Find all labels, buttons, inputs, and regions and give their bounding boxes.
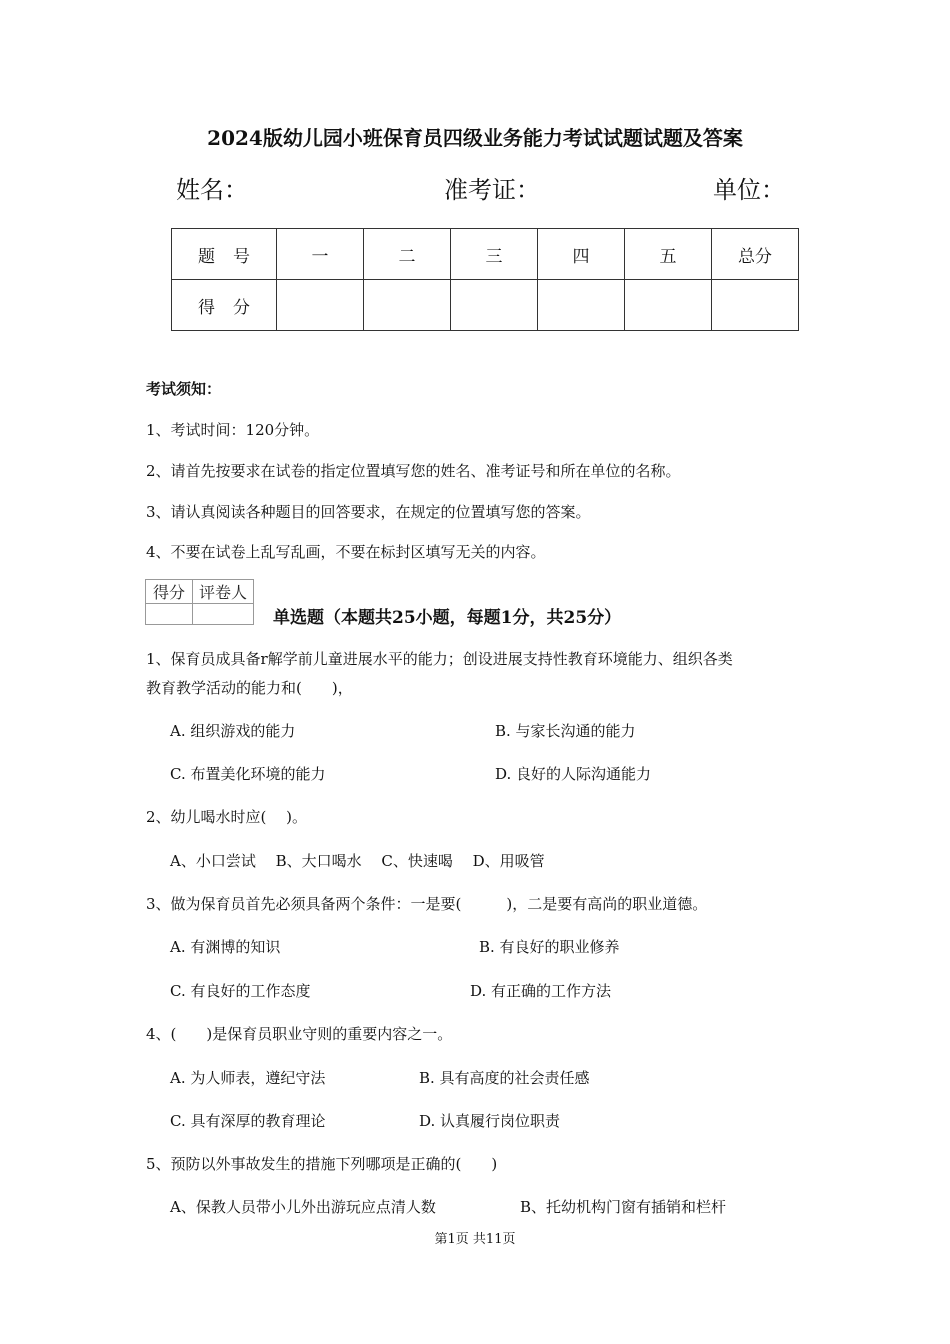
score-input-cell[interactable] xyxy=(625,280,712,331)
score-table-score-row xyxy=(172,280,799,331)
name-field-label: 姓名： xyxy=(176,176,248,204)
grader-box xyxy=(145,579,254,625)
score-table-cell: 五 xyxy=(625,229,712,280)
question-4-option-c: C. 具有深厚的教育理论 xyxy=(170,1112,326,1130)
grader-reviewer-label: 评卷人 xyxy=(193,580,254,604)
score-input-cell[interactable] xyxy=(538,280,625,331)
question-1-stem-cont: 教育教学活动的能力和( )， xyxy=(146,679,353,697)
question-3-option-d: D. 有正确的工作方法 xyxy=(470,982,612,1000)
question-1-option-d: D. 良好的人际沟通能力 xyxy=(495,765,652,783)
question-3-option-a: A. 有渊博的知识 xyxy=(170,938,281,956)
grader-reviewer-cell[interactable] xyxy=(193,604,254,625)
notice-item: 1、考试时间：120分钟。 xyxy=(146,421,320,439)
notice-item: 3、请认真阅读各种题目的回答要求，在规定的位置填写您的答案。 xyxy=(146,503,591,521)
score-table-header-row xyxy=(172,229,799,280)
grader-score-cell[interactable] xyxy=(146,604,193,625)
question-2-stem: 2、幼儿喝水时应( )。 xyxy=(146,808,308,826)
question-4-option-b: B. 具有高度的社会责任感 xyxy=(419,1069,590,1087)
question-1-option-c: C. 布置美化环境的能力 xyxy=(170,765,326,783)
question-3-option-c: C. 有良好的工作态度 xyxy=(170,982,311,1000)
notice-item: 4、不要在试卷上乱写乱画，不要在标封区填写无关的内容。 xyxy=(146,543,546,561)
score-table-cell: 三 xyxy=(451,229,538,280)
score-table-cell: 四 xyxy=(538,229,625,280)
section-title: 单选题（本题共25小题，每题1分，共25分） xyxy=(273,608,622,628)
question-1-option-b: B. 与家长沟通的能力 xyxy=(495,722,636,740)
unit-field-label: 单位： xyxy=(713,176,785,204)
score-table xyxy=(171,228,799,331)
question-4-option-d: D. 认真履行岗位职责 xyxy=(419,1112,561,1130)
notice-heading: 考试须知： xyxy=(146,380,222,398)
question-3-option-b: B. 有良好的职业修养 xyxy=(479,938,620,956)
question-1-stem: 1、保育员成具备r解学前儿童进展水平的能力；创设进展支持性教育环境能力、组织各类 xyxy=(146,650,733,668)
notice-item: 2、请首先按要求在试卷的指定位置填写您的姓名、准考证号和所在单位的名称。 xyxy=(146,462,681,480)
question-5-option-a: A、保教人员带小儿外出游玩应点清人数 xyxy=(170,1198,436,1216)
grader-score-label: 得分 xyxy=(146,580,193,604)
question-5-option-b: B、托幼机构门窗有插销和栏杆 xyxy=(520,1198,727,1216)
document-title: 2024版幼儿园小班保育员四级业务能力考试试题试题及答案 xyxy=(207,126,743,150)
score-input-cell[interactable] xyxy=(364,280,451,331)
question-2-options: A、小口尝试 B、大口喝水 C、快速喝 D、用吸管 xyxy=(170,852,545,870)
question-4-stem: 4、( )是保育员职业守则的重要内容之一。 xyxy=(146,1025,453,1043)
score-table-cell: 得分 xyxy=(172,280,277,331)
score-table-cell: 题号 xyxy=(172,229,277,280)
question-4-option-a: A. 为人师表，遵纪守法 xyxy=(170,1069,326,1087)
score-input-cell[interactable] xyxy=(712,280,799,331)
score-table-cell: 二 xyxy=(364,229,451,280)
score-table-cell: 一 xyxy=(277,229,364,280)
question-1-option-a: A. 组织游戏的能力 xyxy=(170,722,296,740)
page-footer: 第1页 共11页 xyxy=(434,1232,516,1247)
question-3-stem: 3、做为保育员首先必须具备两个条件：一是要( )，二是要有高尚的职业道德。 xyxy=(146,895,708,913)
score-table-cell: 总分 xyxy=(712,229,799,280)
question-5-stem: 5、预防以外事故发生的措施下列哪项是正确的( ) xyxy=(146,1155,498,1173)
score-input-cell[interactable] xyxy=(451,280,538,331)
score-input-cell[interactable] xyxy=(277,280,364,331)
exam-id-field-label: 准考证： xyxy=(444,176,540,204)
